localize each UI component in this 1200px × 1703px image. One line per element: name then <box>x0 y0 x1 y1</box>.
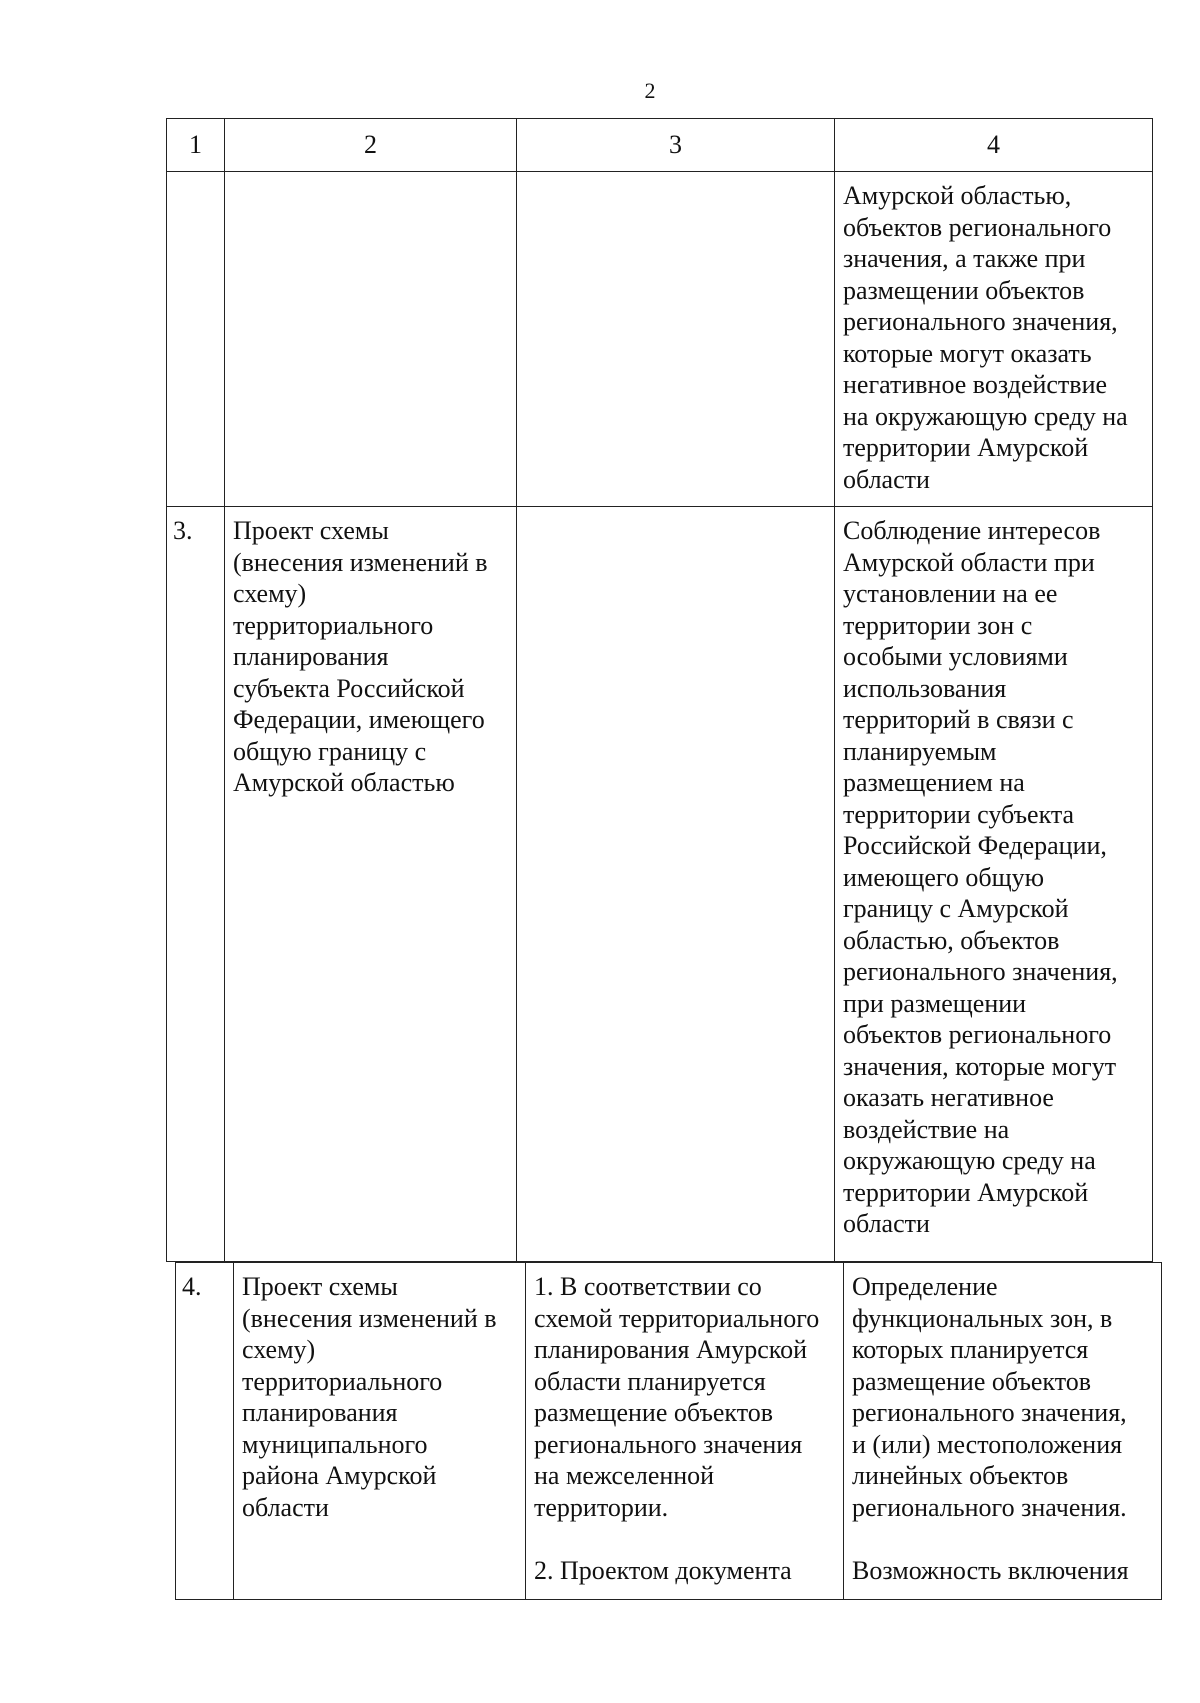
table-row <box>176 1263 1162 1600</box>
row-number <box>167 172 225 507</box>
header-row <box>167 119 1153 172</box>
document-type-cell: Проект схемы (внесения изменений в схему) территориального планирования субъекта Российской Федерации, имеющего общую границу с Амурской областью <box>225 507 517 1262</box>
main-table-continued <box>175 1262 1162 1600</box>
main-table <box>166 118 1153 1262</box>
header-cell-4: 4 <box>835 119 1153 172</box>
grounds-cell: 1. В соответствии со схемой территориального планирования Амурской области планируется размещение объектов регионального значения на межселенной территории. 2. Проектом документа <box>526 1263 844 1600</box>
header-cell-1: 1 <box>167 119 225 172</box>
subject-cell: Амурской областью, объектов регионального значения, а также при размещении объектов регионального значения, которые могут оказать негативное воздействие на окружающую среду на территории Амурской области <box>835 172 1153 507</box>
subject-cell: Соблюдение интересов Амурской области при установлении на ее территории зон с особыми условиями использования территорий в связи с планируемым размещением на территории субъекта Российской Федерации, имеющего общую границу с Амурской областью, объектов регионального значения, при размещении объектов регионального значения, которые могут оказать негативное воздействие на окружающую среду на территории Амурской области <box>835 507 1153 1262</box>
document-type-cell: Проект схемы (внесения изменений в схему) территориального планирования муниципального района Амурской области <box>234 1263 526 1600</box>
grounds-cell <box>517 507 835 1262</box>
header-cell-3: 3 <box>517 119 835 172</box>
table-row <box>167 172 1153 507</box>
header-cell-2: 2 <box>225 119 517 172</box>
grounds-cell <box>517 172 835 507</box>
subject-cell: Определение функциональных зон, в которых планируется размещение объектов регионального значения, и (или) местоположения линейных объектов регионального значения. Возможность включения <box>844 1263 1162 1600</box>
row-number: 4. <box>176 1263 234 1600</box>
document-type-cell <box>225 172 517 507</box>
row-number: 3. <box>167 507 225 1262</box>
page-number: 2 <box>644 78 656 103</box>
table-row <box>167 507 1153 1262</box>
